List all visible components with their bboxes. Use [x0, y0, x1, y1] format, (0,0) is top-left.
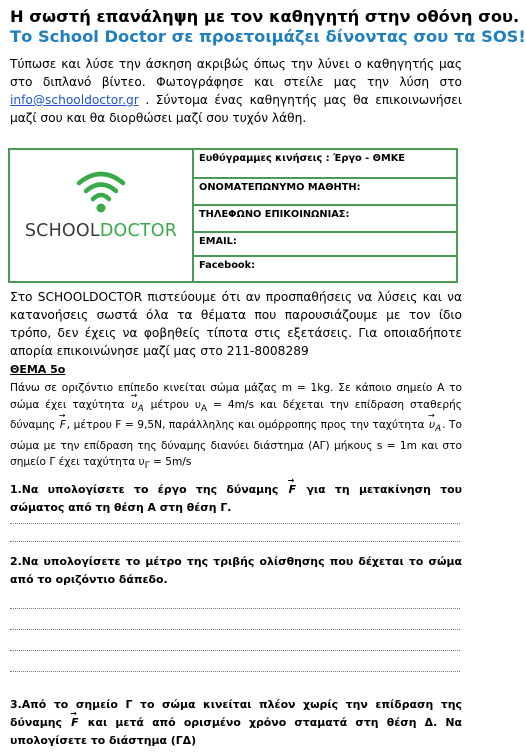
page-subtitle: Το School Doctor σε προετοιμάζει δίνοντας σου τα SOS!	[10, 27, 526, 46]
student-name-field[interactable]: ΟΝΟΜΑΤΕΠΩΝΥΜΟ ΜΑΘΗΤΗ:	[194, 179, 456, 206]
answer-line[interactable]	[10, 523, 460, 524]
wifi-signal-icon	[77, 170, 125, 216]
info-paragraph: Στο SCHOOLDOCTOR πιστεύουμε ότι αν προσπαθήσεις να λύσεις και να κατανοήσεις σωστά όλα τα θέματα που παρουσιάζουμε με τον ίδιο τρόπο, δεν έχεις να φοβηθείς τίποτα στις εξετάσεις. Για οποιαδήποτε απορία επικοινώνησε μαζί μας στο 211-8008289	[10, 290, 462, 358]
page-title: Η σωστή επανάληψη με τον καθηγητή στην οθόνη σου.	[10, 7, 520, 26]
form-fields	[194, 150, 456, 281]
force-vector: → F	[70, 714, 79, 732]
question-3: 3.Από το σημείο Γ το σώμα κινείται πλέον χωρίς την επίδραση της δύναμης → F και μετά από ορισμένο χρόνο σταματά στη θέση Δ. Να υπολογίσετε το διάστημα (ΓΔ)	[10, 696, 462, 750]
force-vector: → F	[59, 417, 67, 434]
logo-panel	[10, 150, 194, 281]
answer-line[interactable]	[10, 671, 460, 672]
velocity-vector: → $\upsilon_A$	[428, 417, 442, 438]
intro-text-before: Τύπωσε και λύσε την άσκηση ακριβώς όπως την λύνει ο καθηγητής μας στο διπλανό βίντεο. Φωτογράφησε και στείλε μας την λύση στο	[10, 57, 462, 89]
phone-field[interactable]: ΤΗΛΕΦΩΝΟ ΕΠΙΚΟΙΝΩΝΙΑΣ:	[194, 206, 456, 233]
question-2: 2.Να υπολογίσετε το μέτρο της τριβής ολίσθησης που δέχεται το σώμα από το οριζόντιο δάπεδο.	[10, 555, 462, 586]
email-link[interactable]: info@schooldoctor.gr	[10, 93, 139, 107]
intro-paragraph	[10, 55, 462, 127]
email-field[interactable]: EMAIL:	[194, 233, 456, 257]
student-info-card	[8, 148, 458, 283]
intro-text-after: . Σύντομα ένας καθηγητής μας θα επικοινωνήσει μαζί σου και θα διορθώσει μαζί σου τυχόν λάθη.	[10, 93, 462, 125]
school-doctor-logo: SCHOOLDOCTOR	[24, 221, 178, 241]
answer-line[interactable]	[10, 541, 460, 542]
answer-line[interactable]	[10, 650, 460, 651]
problem-statement: Πάνω σε οριζόντιο επίπεδο κινείται σώμα μάζας m = 1kg. Σε κάποιο σημείο Α το σώμα έχει $\tau\alpha\chi ύ\tau\eta\tau\alpha \to \upsilon_A$ μέτρου $\upsilon_A = 4m/s$ και δέχεται την επίδραση σταθερής δύναμης → F, μέτρου F = 9,5N, παράλληλης και ομόρροπης προς την $\tau\alpha\chi ύ\tau\eta\tau\alpha \to \upsilon_A$. Το σώμα με την επίδραση της δύναμης διανύει διάστημα (ΑΓ) μήκους s = 1m και στο σημείο Γ έχει ταχύτητα $\upsilon_\Gamma = 5m/s$	[10, 380, 462, 475]
problem-heading: ΘΕΜΑ 5ο	[10, 363, 66, 376]
question-1: 1.Να υπολογίσετε το έργο της δύναμης → F για τη μετακίνηση του σώματος από τη θέση Α στη θέση Γ.	[10, 481, 462, 517]
answer-line[interactable]	[10, 629, 460, 630]
answer-line[interactable]	[10, 608, 460, 609]
topic-field: Ευθύγραμμες κινήσεις : Έργο - ΘΜΚΕ	[194, 150, 456, 179]
force-vector: → F	[288, 481, 297, 499]
velocity-vector: → $\upsilon_A$	[130, 397, 144, 418]
facebook-field[interactable]: Facebook:	[199, 260, 256, 271]
